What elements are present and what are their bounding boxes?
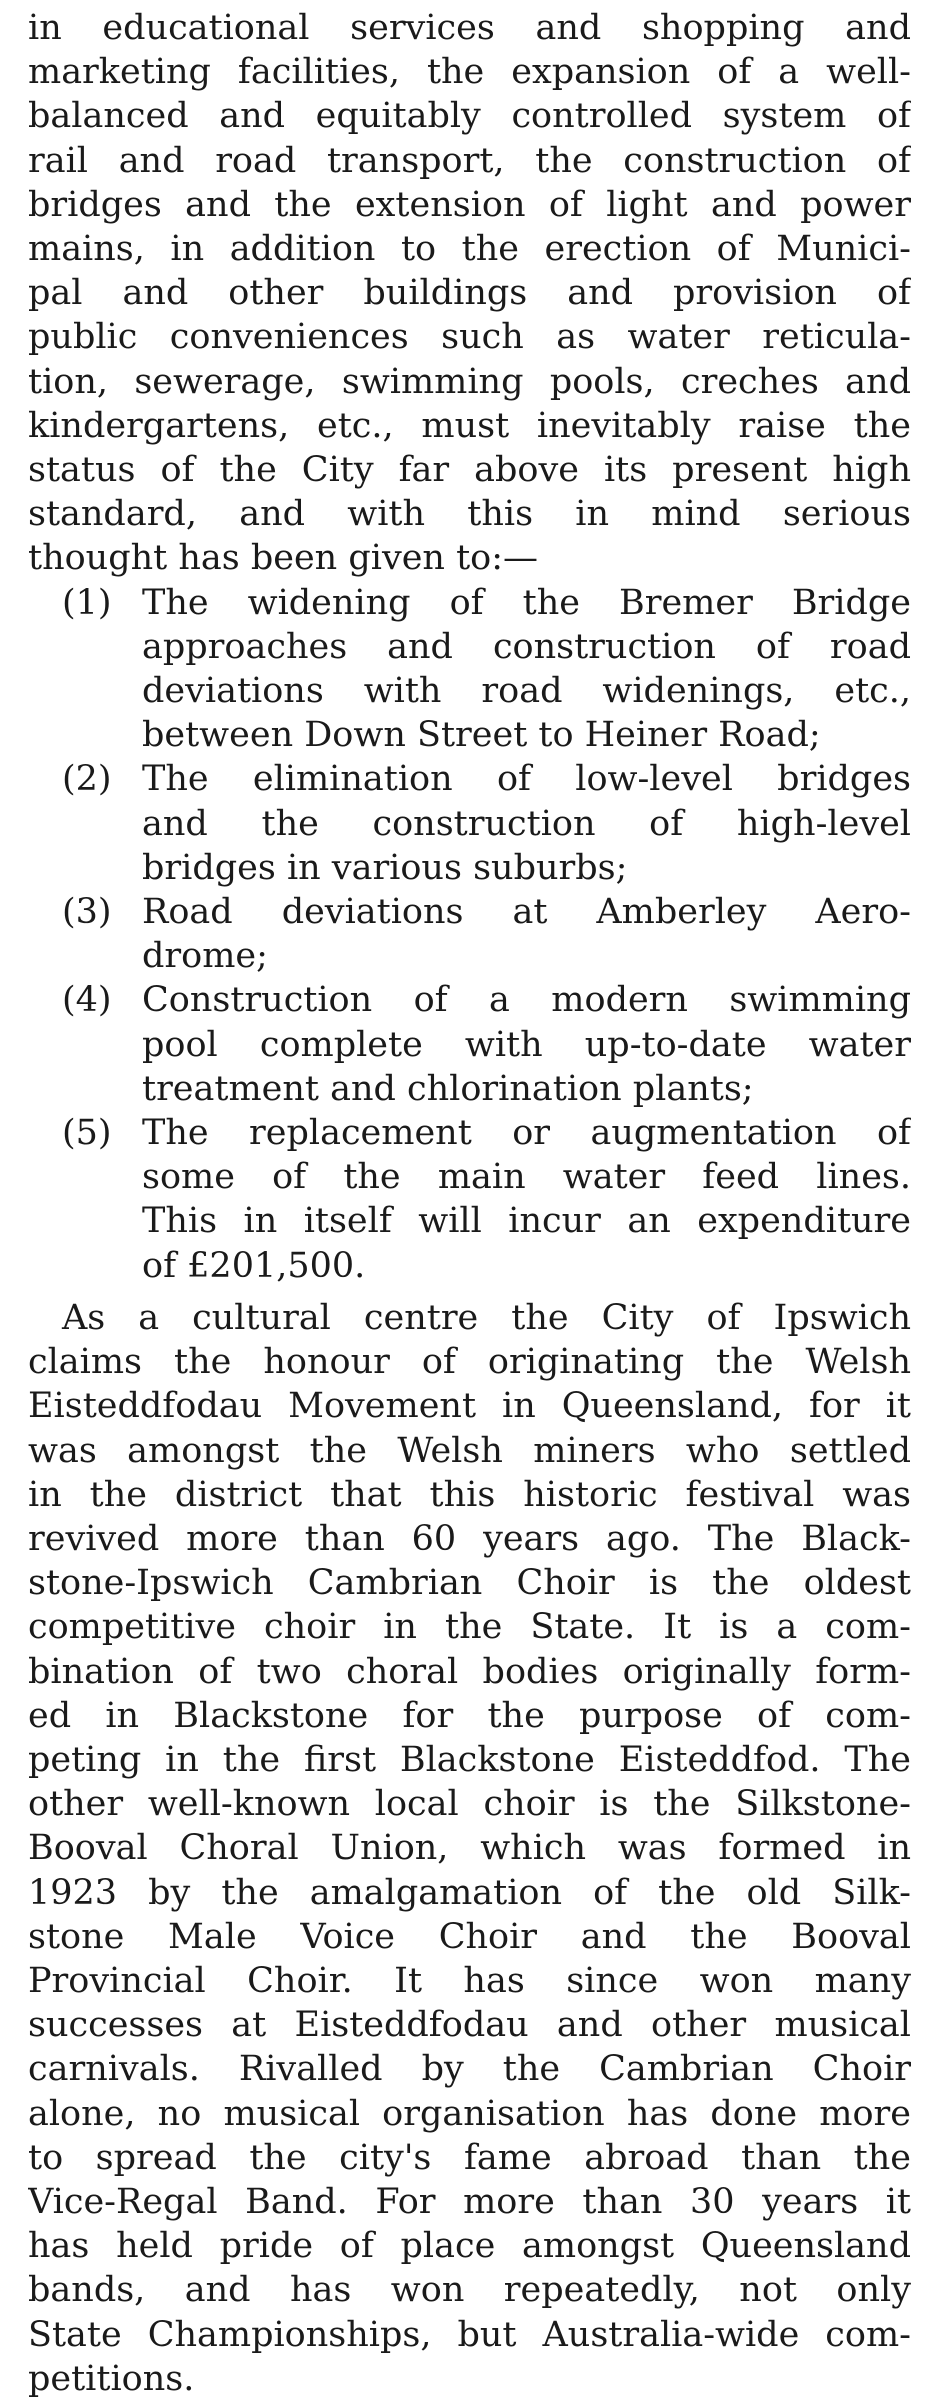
text-line: carnivals. Rivalled by the Cambrian Choir	[28, 2049, 911, 2090]
list-item-number: (3)	[62, 892, 112, 933]
paragraph-educational-services	[28, 6, 911, 581]
list-item	[28, 1111, 911, 1288]
text-line: to spread the city's fame abroad than the	[28, 2137, 911, 2178]
list-item	[28, 757, 911, 890]
text-line: was amongst the Welsh miners who settled	[28, 1430, 911, 1471]
text-line: approaches and construction of road	[142, 626, 911, 667]
text-line: successes at Eisteddfodau and other musical	[28, 2005, 911, 2046]
text-line: State Championships, but Australia-wide com-	[28, 2314, 911, 2355]
text-line: in the district that this historic festival was	[28, 1474, 911, 1515]
text-line: competitive choir in the State. It is a com-	[28, 1607, 911, 1648]
list-item	[28, 581, 911, 758]
text-line: ed in Blackstone for the purpose of com-	[28, 1695, 911, 1736]
text-line: of £201,500.	[142, 1245, 366, 1286]
text-line: The elimination of low-level bridges	[142, 759, 911, 800]
text-line: other well-known local choir is the Silkstone-	[28, 1784, 911, 1825]
text-line: stone Male Voice Choir and the Booval	[28, 1916, 911, 1957]
text-line: marketing facilities, the expansion of a well-	[28, 52, 911, 93]
text-line: standard, and with this in mind serious	[28, 494, 911, 535]
text-line: bridges and the extension of light and power	[28, 184, 911, 225]
text-line: The widening of the Bremer Bridge	[142, 582, 911, 623]
planned-works-list	[28, 581, 911, 1288]
list-item-text	[142, 757, 911, 890]
text-line: between Down Street to Heiner Road;	[142, 715, 821, 756]
text-line: alone, no musical organisation has done more	[28, 2093, 911, 2134]
text-line: As a cultural centre the City of Ipswich	[62, 1297, 911, 1338]
text-line: has held pride of place amongst Queensland	[28, 2226, 911, 2267]
list-item-text	[142, 890, 911, 978]
text-line: pal and other buildings and provision of	[28, 273, 911, 314]
text-line: some of the main water feed lines.	[142, 1157, 911, 1198]
text-line: pool complete with up-to-date water	[142, 1024, 911, 1065]
list-item-number: (2)	[62, 759, 112, 800]
text-line: petitions.	[28, 2358, 195, 2399]
text-line: Road deviations at Amberley Aero-	[142, 892, 911, 933]
spacer	[28, 1288, 911, 1296]
text-line: Vice-Regal Band. For more than 30 years it	[28, 2181, 911, 2222]
text-line: drome;	[142, 936, 268, 977]
text-line: and the construction of high-level	[142, 803, 911, 844]
text-line: stone-Ipswich Cambrian Choir is the oldest	[28, 1563, 911, 1604]
text-line: revived more than 60 years ago. The Black-	[28, 1518, 911, 1559]
list-item	[28, 890, 911, 978]
text-line: treatment and chlorination plants;	[142, 1068, 754, 1109]
text-line: 1923 by the amalgamation of the old Silk-	[28, 1872, 911, 1913]
text-line: tion, sewerage, swimming pools, creches and	[28, 361, 911, 402]
list-item	[28, 978, 911, 1111]
list-item-number: (4)	[62, 980, 112, 1021]
text-line: kindergartens, etc., must inevitably raise the	[28, 405, 911, 446]
list-item-number: (1)	[62, 582, 112, 623]
text-line: deviations with road widenings, etc.,	[142, 671, 911, 712]
paragraph-cultural-centre	[28, 1296, 911, 2401]
text-line: bination of two choral bodies originally form-	[28, 1651, 911, 1692]
list-item-text	[142, 1111, 911, 1288]
text-line: Booval Choral Union, which was formed in	[28, 1828, 911, 1869]
text-line: Construction of a modern swimming	[142, 980, 911, 1021]
list-item-number: (5)	[62, 1113, 112, 1154]
text-line: public conveniences such as water reticula-	[28, 317, 911, 358]
text-line: Eisteddfodau Movement in Queensland, for it	[28, 1386, 911, 1427]
text-line: bridges in various suburbs;	[142, 847, 628, 888]
text-line: This in itself will incur an expenditure	[142, 1201, 911, 1242]
list-item-text	[142, 978, 911, 1111]
text-line: peting in the first Blackstone Eisteddfod. The	[28, 1739, 911, 1780]
text-line: balanced and equitably controlled system of	[28, 96, 911, 137]
text-line: The replacement or augmentation of	[142, 1113, 911, 1154]
text-line: status of the City far above its present high	[28, 450, 911, 491]
text-line: thought has been given to:—	[28, 538, 539, 579]
text-line: bands, and has won repeatedly, not only	[28, 2270, 911, 2311]
text-line: claims the honour of originating the Welsh	[28, 1342, 911, 1383]
text-line: in educational services and shopping and	[28, 8, 911, 48]
text-line: mains, in addition to the erection of Munici-	[28, 229, 911, 270]
list-item-text	[142, 581, 911, 758]
text-line: rail and road transport, the construction of	[28, 140, 911, 181]
text-line: Provincial Choir. It has since won many	[28, 1960, 911, 2001]
